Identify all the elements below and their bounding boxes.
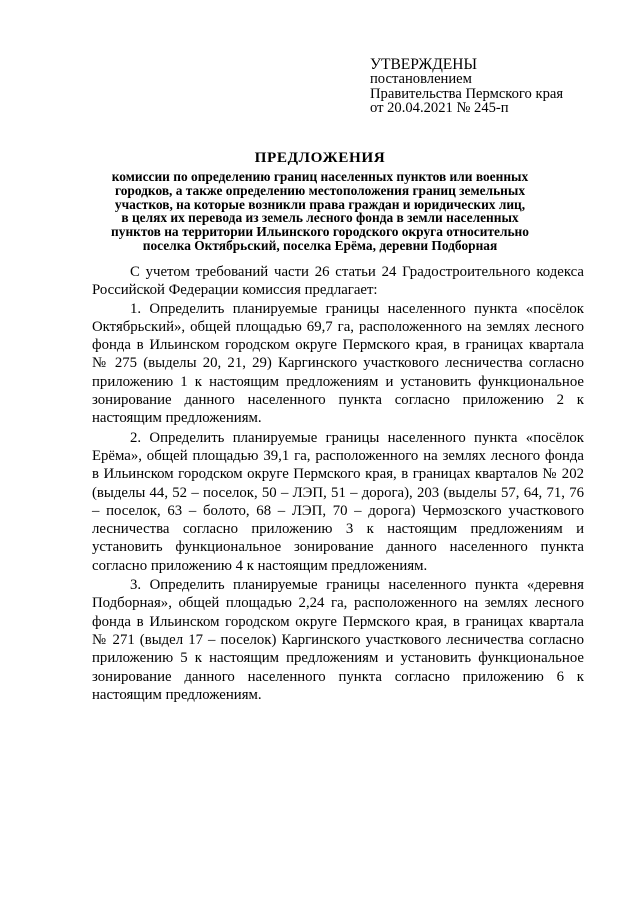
subtitle-line: поселка Октябрьский, поселка Ерёма, деревни Подборная (142, 237, 498, 253)
item-2-paragraph: 2. Определить планируемые границы населенного пункта «посёлок Ерёма», общей площадью 39,1 га, расположенного на землях лесного фонда в Ильинском городском округе Пермского края, в границах кварталов № 202 (выделы 44, 52 – поселок, 50 – ЛЭП, 51 – дорога), 203 (выделы 57, 64, 71, 76 – поселок, 63 – болото, 68 – ЛЭП, 70 – дорога) Чермозского участкового лесничества согласно приложению 3 к настоящим предложениям и установить функциональное зонирование данного населенного пункта согласно приложению 4 к настоящим предложениям. (92, 429, 584, 574)
approval-line-decree: постановлением (370, 71, 472, 88)
subtitle-line: комиссии по определению границ населенных пунктов или военных (111, 169, 529, 184)
approval-line-date-number: от 20.04.2021 № 245-п (370, 100, 509, 117)
approval-line-government: Правительства Пермского края (370, 85, 564, 102)
approval-status: УТВЕРЖДЕНЫ (370, 56, 477, 73)
document-subtitle (80, 170, 560, 253)
item-1-paragraph: 1. Определить планируемые границы населенного пункта «посёлок Октябрьский», общей площадью 69,7 га, расположенного на землях лесного фонда в Ильинском городском округе Пермского края, в границах квартала № 275 (выделы 20, 21, 29) Каргинского участкового лесничества согласно приложению 1 к настоящим предложениям и установить функциональное зонирование данного населенного пункта согласно приложению 2 к настоящим предложениям. (92, 300, 584, 427)
document-title: ПРЕДЛОЖЕНИЯ (254, 149, 386, 166)
document-body (92, 263, 584, 704)
subtitle-line: пунктов на территории Ильинского городского округа относительно (111, 224, 529, 240)
subtitle-line: в целях их перевода из земель лесного фонда в земли населенных (121, 210, 519, 226)
item-3-paragraph: 3. Определить планируемые границы населенного пункта «деревня Подборная», общей площадью 2,24 га, расположенного на землях лесного фонда в Ильинском городском округе Пермского края, в границах квартала № 271 (выдел 17 – поселок) Каргинского участкового лесничества согласно приложению 5 к настоящим предложениям и установить функциональное зонирование данного населенного пункта согласно приложению 6 к настоящим предложениям. (92, 577, 584, 703)
intro-paragraph: С учетом требований части 26 статьи 24 Градостроительного кодекса Российской Федерации комиссия предлагает: (92, 264, 584, 299)
subtitle-line: городков, а также определению местоположения границ земельных (114, 182, 526, 198)
subtitle-line: участков, на которые возникли права граждан и юридических лиц, (114, 196, 526, 212)
approval-block (370, 58, 563, 116)
